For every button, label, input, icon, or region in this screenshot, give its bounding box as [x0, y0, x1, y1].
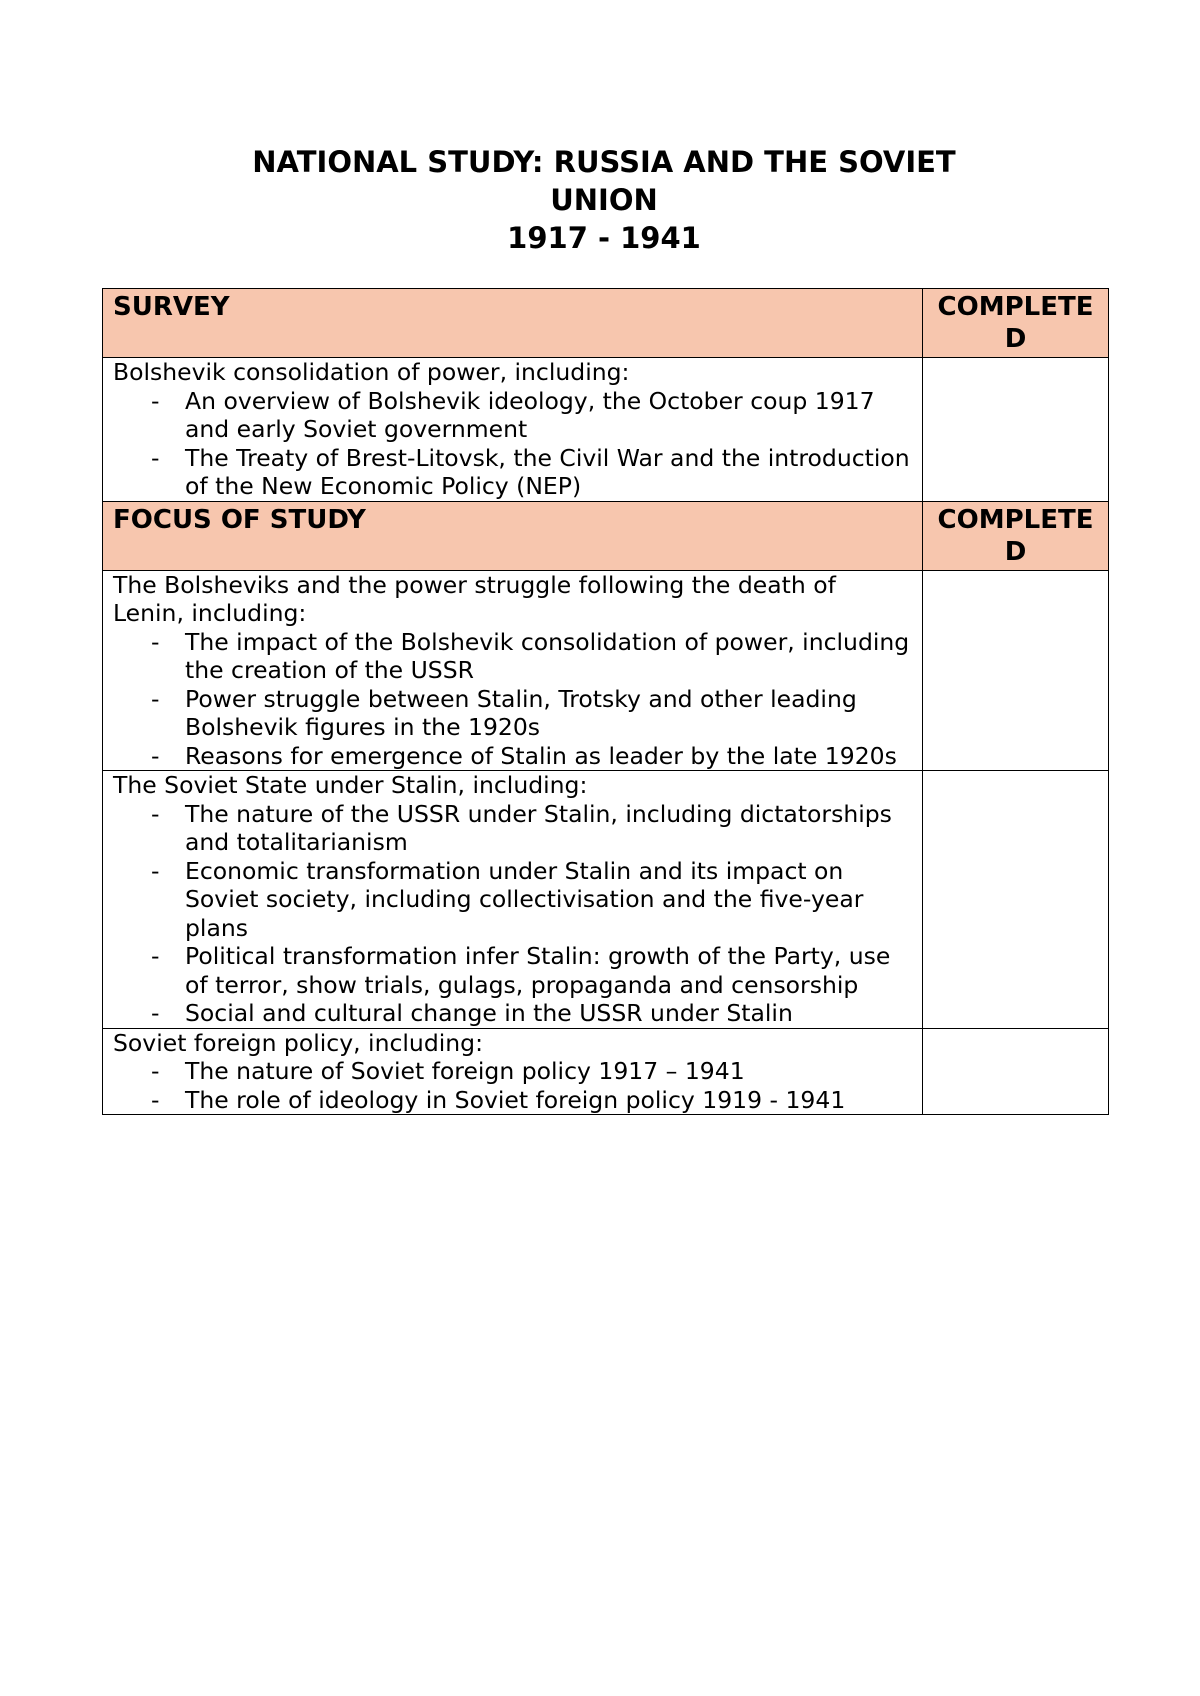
- topic-intro: The Soviet State under Stalin, including:: [113, 771, 588, 799]
- completed-column-heading: COMPLETED: [923, 501, 1109, 570]
- topic-bullet-list: [113, 800, 914, 1028]
- topic-bullet-text: Political transformation infer Stalin: growth of the Party, use of terror, show trials, gulags, propaganda and censorship: [185, 942, 891, 999]
- topic-bullet-text: The impact of the Bolshevik consolidation of power, including the creation of the USSR: [185, 627, 910, 684]
- dash-bullet-marker: -: [151, 1085, 160, 1114]
- topic-bullet-list: [113, 628, 914, 771]
- dash-bullet-marker: -: [151, 386, 160, 415]
- dash-bullet-marker: -: [151, 684, 160, 713]
- topic-row: [103, 771, 1109, 1029]
- topic-bullet: [151, 857, 914, 943]
- section-header-row: [103, 501, 1109, 570]
- topic-bullet: [151, 742, 914, 771]
- dash-bullet-marker: -: [151, 999, 160, 1027]
- completed-checkbox-cell[interactable]: [923, 771, 1109, 1029]
- topic-bullet-text: Economic transformation under Stalin and its impact on Soviet society, including collectivisation and the five-year plans: [185, 856, 864, 942]
- topic-bullet: [151, 800, 914, 857]
- title-line-1: NATIONAL STUDY: RUSSIA AND THE SOVIET: [252, 145, 956, 179]
- topic-cell: [103, 570, 923, 771]
- dash-bullet-marker: -: [151, 741, 160, 770]
- topic-bullet: [151, 685, 914, 742]
- dash-bullet-marker: -: [151, 942, 160, 970]
- topic-bullet-text: The nature of the USSR under Stalin, including dictatorships and totalitarianism: [185, 799, 892, 856]
- completed-checkbox-cell[interactable]: [923, 358, 1109, 502]
- title-line-2: UNION: [550, 183, 658, 217]
- section-header-row: [103, 289, 1109, 358]
- completed-column-heading: COMPLETED: [923, 289, 1109, 358]
- topic-bullet-text: An overview of Bolshevik ideology, the October coup 1917 and early Soviet government: [185, 386, 875, 443]
- dash-bullet-marker: -: [151, 1057, 160, 1085]
- topic-intro: Soviet foreign policy, including:: [113, 1028, 483, 1057]
- topic-row: [103, 570, 1109, 771]
- topic-row: [103, 358, 1109, 502]
- topic-bullet-text: Social and cultural change in the USSR under Stalin: [185, 999, 793, 1027]
- study-checklist-table: [102, 288, 1109, 1115]
- topic-bullet: [151, 999, 914, 1028]
- topic-bullet-text: Power struggle between Stalin, Trotsky and other leading Bolshevik figures in the 1920s: [185, 684, 857, 741]
- topic-cell: [103, 358, 923, 502]
- topic-bullet-text: The role of ideology in Soviet foreign policy 1919 - 1941: [185, 1085, 846, 1114]
- topic-bullet: [151, 444, 914, 501]
- dash-bullet-marker: -: [151, 627, 160, 656]
- topic-cell: [103, 1028, 923, 1115]
- dash-bullet-marker: -: [151, 799, 160, 828]
- topic-bullet-list: [113, 1057, 914, 1114]
- completed-checkbox-cell[interactable]: [923, 1028, 1109, 1115]
- topic-bullet-list: [113, 387, 914, 501]
- dash-bullet-marker: -: [151, 856, 160, 885]
- topic-row: [103, 1028, 1109, 1115]
- topic-bullet-text: Reasons for emergence of Stalin as leader by the late 1920s: [185, 741, 897, 770]
- section-heading: SURVEY: [103, 289, 923, 358]
- topic-bullet: [151, 1086, 914, 1115]
- topic-bullet: [151, 387, 914, 444]
- topic-intro: The Bolsheviks and the power struggle following the death of Lenin, including:: [113, 570, 836, 627]
- completed-checkbox-cell[interactable]: [923, 570, 1109, 771]
- page-title: [100, 143, 1108, 257]
- topic-bullet: [151, 942, 914, 999]
- title-line-3: 1917 - 1941: [507, 221, 701, 255]
- topic-cell: [103, 771, 923, 1029]
- topic-bullet: [151, 628, 914, 685]
- dash-bullet-marker: -: [151, 443, 160, 472]
- topic-bullet-text: The nature of Soviet foreign policy 1917 – 1941: [185, 1057, 745, 1085]
- topic-bullet-text: The Treaty of Brest-Litovsk, the Civil War and the introduction of the New Economic Policy (NEP): [185, 443, 910, 500]
- topic-intro: Bolshevik consolidation of power, including:: [113, 358, 630, 386]
- checklist-body: [103, 289, 1109, 1115]
- topic-bullet: [151, 1057, 914, 1086]
- section-heading: FOCUS OF STUDY: [103, 501, 923, 570]
